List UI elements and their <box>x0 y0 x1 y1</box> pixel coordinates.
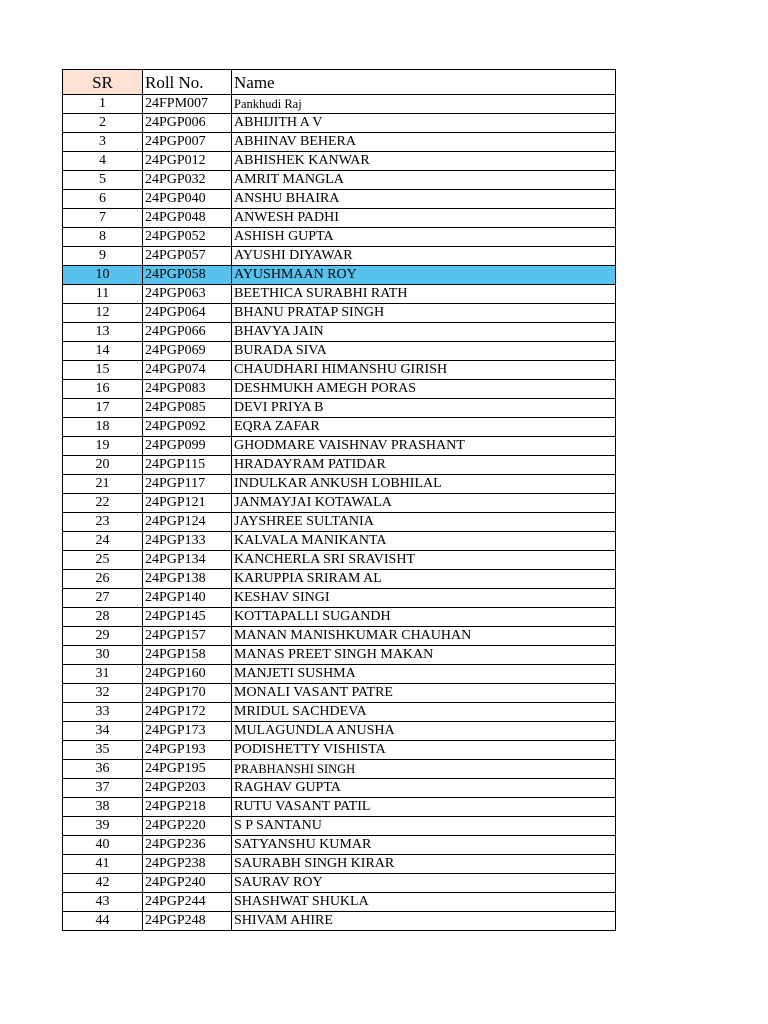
roll-no-cell[interactable]: 24PGP006 <box>143 114 232 133</box>
roll-no-cell[interactable]: 24PGP064 <box>143 304 232 323</box>
table-row[interactable] <box>63 228 616 247</box>
table-row[interactable] <box>63 551 616 570</box>
roll-no-cell[interactable]: 24PGP012 <box>143 152 232 171</box>
name-cell[interactable]: MONALI VASANT PATRE <box>232 684 616 703</box>
name-cell[interactable]: MRIDUL SACHDEVA <box>232 703 616 722</box>
name-cell[interactable]: ASHISH GUPTA <box>232 228 616 247</box>
roll-no-cell[interactable]: 24PGP140 <box>143 589 232 608</box>
sr-cell[interactable]: 39 <box>63 817 143 836</box>
sr-cell[interactable]: 41 <box>63 855 143 874</box>
name-cell[interactable]: MULAGUNDLA ANUSHA <box>232 722 616 741</box>
name-cell[interactable]: ABHIJITH A V <box>232 114 616 133</box>
table-row[interactable] <box>63 266 616 285</box>
name-cell[interactable]: KALVALA MANIKANTA <box>232 532 616 551</box>
name-cell[interactable]: JAYSHREE SULTANIA <box>232 513 616 532</box>
roll-no-cell[interactable]: 24PGP238 <box>143 855 232 874</box>
sr-cell[interactable]: 8 <box>63 228 143 247</box>
sr-cell[interactable]: 20 <box>63 456 143 475</box>
name-cell[interactable]: DESHMUKH AMEGH PORAS <box>232 380 616 399</box>
roll-no-cell[interactable]: 24PGP236 <box>143 836 232 855</box>
sr-cell[interactable]: 34 <box>63 722 143 741</box>
roll-no-cell[interactable]: 24PGP040 <box>143 190 232 209</box>
roll-no-cell[interactable]: 24PGP218 <box>143 798 232 817</box>
table-row[interactable] <box>63 437 616 456</box>
name-cell[interactable]: SAURAV ROY <box>232 874 616 893</box>
roll-list-table <box>62 69 616 931</box>
table-row[interactable] <box>63 380 616 399</box>
roll-no-cell[interactable]: 24PGP160 <box>143 665 232 684</box>
table-row[interactable] <box>63 798 616 817</box>
sr-cell[interactable]: 12 <box>63 304 143 323</box>
sr-cell[interactable]: 10 <box>63 266 143 285</box>
table-row[interactable] <box>63 152 616 171</box>
name-cell[interactable]: HRADAYRAM PATIDAR <box>232 456 616 475</box>
roll-no-cell[interactable]: 24PGP083 <box>143 380 232 399</box>
name-cell[interactable]: GHODMARE VAISHNAV PRASHANT <box>232 437 616 456</box>
name-cell[interactable]: BHANU PRATAP SINGH <box>232 304 616 323</box>
name-cell[interactable]: JANMAYJAI KOTAWALA <box>232 494 616 513</box>
name-cell[interactable]: SHIVAM AHIRE <box>232 912 616 931</box>
roll-no-cell[interactable]: 24PGP244 <box>143 893 232 912</box>
sr-cell[interactable]: 22 <box>63 494 143 513</box>
table-row[interactable] <box>63 589 616 608</box>
roll-no-cell[interactable]: 24PGP193 <box>143 741 232 760</box>
name-cell[interactable]: BEETHICA SURABHI RATH <box>232 285 616 304</box>
table-row[interactable] <box>63 912 616 931</box>
name-cell[interactable]: ANSHU BHAIRA <box>232 190 616 209</box>
table-row[interactable] <box>63 399 616 418</box>
name-cell[interactable]: PODISHETTY VISHISTA <box>232 741 616 760</box>
table-row[interactable] <box>63 855 616 874</box>
roll-no-cell[interactable]: 24PGP173 <box>143 722 232 741</box>
table-row[interactable] <box>63 779 616 798</box>
table-row[interactable] <box>63 418 616 437</box>
name-cell[interactable]: ANWESH PADHI <box>232 209 616 228</box>
table-row[interactable] <box>63 627 616 646</box>
table-row[interactable] <box>63 95 616 114</box>
name-cell[interactable]: RAGHAV GUPTA <box>232 779 616 798</box>
name-cell[interactable]: ABHINAV BEHERA <box>232 133 616 152</box>
table-body <box>63 95 616 931</box>
name-cell[interactable]: ABHISHEK KANWAR <box>232 152 616 171</box>
name-cell[interactable]: AYUSHI DIYAWAR <box>232 247 616 266</box>
roll-no-cell[interactable]: 24PGP099 <box>143 437 232 456</box>
table-row[interactable] <box>63 874 616 893</box>
sr-cell[interactable]: 25 <box>63 551 143 570</box>
table-row[interactable] <box>63 190 616 209</box>
sr-cell[interactable]: 40 <box>63 836 143 855</box>
table-row[interactable] <box>63 494 616 513</box>
table-row[interactable] <box>63 323 616 342</box>
name-cell[interactable]: SAURABH SINGH KIRAR <box>232 855 616 874</box>
table-row[interactable] <box>63 570 616 589</box>
table-row[interactable] <box>63 646 616 665</box>
roll-no-cell[interactable]: 24PGP085 <box>143 399 232 418</box>
roll-no-cell[interactable]: 24PGP057 <box>143 247 232 266</box>
roll-no-cell[interactable]: 24PGP138 <box>143 570 232 589</box>
table-row[interactable] <box>63 247 616 266</box>
name-cell[interactable]: EQRA ZAFAR <box>232 418 616 437</box>
sr-cell[interactable]: 14 <box>63 342 143 361</box>
roll-no-cell[interactable]: 24PGP048 <box>143 209 232 228</box>
sr-cell[interactable]: 42 <box>63 874 143 893</box>
sr-cell[interactable]: 37 <box>63 779 143 798</box>
roll-no-cell[interactable]: 24PGP134 <box>143 551 232 570</box>
sr-cell[interactable]: 29 <box>63 627 143 646</box>
table-row[interactable] <box>63 513 616 532</box>
name-cell[interactable]: S P SANTANU <box>232 817 616 836</box>
sr-cell[interactable]: 16 <box>63 380 143 399</box>
table-row[interactable] <box>63 722 616 741</box>
roll-no-cell[interactable]: 24PGP240 <box>143 874 232 893</box>
roll-no-cell[interactable]: 24PGP220 <box>143 817 232 836</box>
roll-no-cell[interactable]: 24PGP133 <box>143 532 232 551</box>
sr-cell[interactable]: 28 <box>63 608 143 627</box>
table-row[interactable] <box>63 171 616 190</box>
name-cell[interactable]: KARUPPIA SRIRAM AL <box>232 570 616 589</box>
sr-cell[interactable]: 30 <box>63 646 143 665</box>
roll-no-cell[interactable]: 24PGP032 <box>143 171 232 190</box>
roll-no-cell[interactable]: 24PGP158 <box>143 646 232 665</box>
roll-no-cell[interactable]: 24PGP115 <box>143 456 232 475</box>
roll-no-cell[interactable]: 24PGP052 <box>143 228 232 247</box>
table-row[interactable] <box>63 475 616 494</box>
table-row[interactable] <box>63 893 616 912</box>
name-cell[interactable]: Pankhudi Raj <box>232 95 616 114</box>
name-cell[interactable]: KANCHERLA SRI SRAVISHT <box>232 551 616 570</box>
name-cell[interactable]: MANAN MANISHKUMAR CHAUHAN <box>232 627 616 646</box>
sr-cell[interactable]: 38 <box>63 798 143 817</box>
roll-no-cell[interactable]: 24PGP248 <box>143 912 232 931</box>
sr-cell[interactable]: 19 <box>63 437 143 456</box>
sr-cell[interactable]: 23 <box>63 513 143 532</box>
roll-no-cell[interactable]: 24PGP058 <box>143 266 232 285</box>
name-cell[interactable]: MANAS PREET SINGH MAKAN <box>232 646 616 665</box>
name-cell[interactable]: SHASHWAT SHUKLA <box>232 893 616 912</box>
roll-no-cell[interactable]: 24PGP203 <box>143 779 232 798</box>
sr-cell[interactable]: 32 <box>63 684 143 703</box>
name-cell[interactable]: KOTTAPALLI SUGANDH <box>232 608 616 627</box>
table-row[interactable] <box>63 361 616 380</box>
table-row[interactable] <box>63 342 616 361</box>
table-row[interactable] <box>63 608 616 627</box>
sr-cell[interactable]: 7 <box>63 209 143 228</box>
table-row[interactable] <box>63 836 616 855</box>
table-row[interactable] <box>63 456 616 475</box>
table-row[interactable] <box>63 114 616 133</box>
sr-cell[interactable]: 35 <box>63 741 143 760</box>
sr-cell[interactable]: 11 <box>63 285 143 304</box>
roll-no-cell[interactable]: 24PGP066 <box>143 323 232 342</box>
table-row[interactable] <box>63 665 616 684</box>
sr-cell[interactable]: 21 <box>63 475 143 494</box>
sr-cell[interactable]: 17 <box>63 399 143 418</box>
sr-cell[interactable]: 31 <box>63 665 143 684</box>
roll-no-cell[interactable]: 24PGP170 <box>143 684 232 703</box>
sr-cell[interactable]: 5 <box>63 171 143 190</box>
name-cell[interactable]: PRABHANSHI SINGH <box>232 760 616 779</box>
roll-no-cell[interactable]: 24PGP069 <box>143 342 232 361</box>
name-cell[interactable]: MANJETI SUSHMA <box>232 665 616 684</box>
table-row[interactable] <box>63 133 616 152</box>
name-cell[interactable]: RUTU VASANT PATIL <box>232 798 616 817</box>
name-cell[interactable]: AMRIT MANGLA <box>232 171 616 190</box>
sr-cell[interactable]: 26 <box>63 570 143 589</box>
sr-cell[interactable]: 43 <box>63 893 143 912</box>
name-cell[interactable]: BHAVYA JAIN <box>232 323 616 342</box>
name-cell[interactable]: BURADA SIVA <box>232 342 616 361</box>
roll-no-column-header[interactable]: Roll No. <box>143 70 232 95</box>
sr-cell[interactable]: 24 <box>63 532 143 551</box>
roll-no-cell[interactable]: 24PGP157 <box>143 627 232 646</box>
name-column-header[interactable]: Name <box>232 70 616 95</box>
table-row[interactable] <box>63 817 616 836</box>
sr-cell[interactable]: 27 <box>63 589 143 608</box>
table-row[interactable] <box>63 304 616 323</box>
sr-cell[interactable]: 13 <box>63 323 143 342</box>
sr-cell[interactable]: 1 <box>63 95 143 114</box>
table-row[interactable] <box>63 760 616 779</box>
roll-no-cell[interactable]: 24PGP145 <box>143 608 232 627</box>
roll-no-cell[interactable]: 24PGP117 <box>143 475 232 494</box>
sr-cell[interactable]: 6 <box>63 190 143 209</box>
name-cell[interactable]: AYUSHMAAN ROY <box>232 266 616 285</box>
name-cell[interactable]: SATYANSHU KUMAR <box>232 836 616 855</box>
table-row[interactable] <box>63 285 616 304</box>
roll-no-cell[interactable]: 24PGP121 <box>143 494 232 513</box>
name-cell[interactable]: DEVI PRIYA B <box>232 399 616 418</box>
table-row[interactable] <box>63 741 616 760</box>
sr-cell[interactable]: 36 <box>63 760 143 779</box>
roll-no-cell[interactable]: 24PGP172 <box>143 703 232 722</box>
roll-no-cell[interactable]: 24PGP063 <box>143 285 232 304</box>
sr-cell[interactable]: 15 <box>63 361 143 380</box>
sr-cell[interactable]: 2 <box>63 114 143 133</box>
table-row[interactable] <box>63 532 616 551</box>
roll-no-cell[interactable]: 24PGP007 <box>143 133 232 152</box>
sr-cell[interactable]: 33 <box>63 703 143 722</box>
table-row[interactable] <box>63 684 616 703</box>
sr-cell[interactable]: 9 <box>63 247 143 266</box>
sr-column-header[interactable]: SR <box>63 70 143 95</box>
name-cell[interactable]: CHAUDHARI HIMANSHU GIRISH <box>232 361 616 380</box>
roll-no-cell[interactable]: 24FPM007 <box>143 95 232 114</box>
name-cell[interactable]: KESHAV SINGI <box>232 589 616 608</box>
sr-cell[interactable]: 4 <box>63 152 143 171</box>
table-row[interactable] <box>63 209 616 228</box>
roll-no-cell[interactable]: 24PGP074 <box>143 361 232 380</box>
sr-cell[interactable]: 3 <box>63 133 143 152</box>
roll-no-cell[interactable]: 24PGP195 <box>143 760 232 779</box>
header-row <box>63 70 616 95</box>
table-row[interactable] <box>63 703 616 722</box>
roll-no-cell[interactable]: 24PGP092 <box>143 418 232 437</box>
name-cell[interactable]: INDULKAR ANKUSH LOBHILAL <box>232 475 616 494</box>
roll-no-cell[interactable]: 24PGP124 <box>143 513 232 532</box>
sr-cell[interactable]: 44 <box>63 912 143 931</box>
sr-cell[interactable]: 18 <box>63 418 143 437</box>
